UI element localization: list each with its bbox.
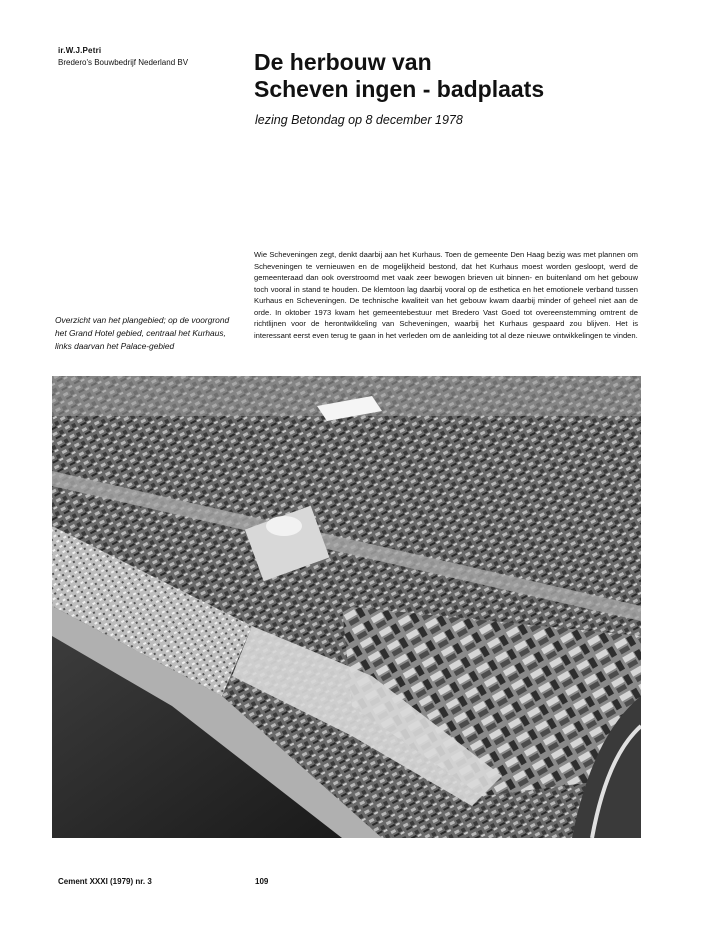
article-subtitle: lezing Betondag op 8 december 1978 — [255, 113, 463, 127]
footer-journal: Cement XXXI (1979) nr. 3 — [58, 877, 152, 886]
page-number: 109 — [255, 877, 269, 886]
author-name: ir.W.J.Petri — [58, 46, 102, 55]
aerial-photo — [52, 376, 641, 838]
author-company: Bredero's Bouwbedrijf Nederland BV — [58, 58, 189, 67]
aerial-photo-illustration — [52, 376, 641, 838]
figure-caption: Overzicht van het plangebied; op de voorgrond het Grand Hotel gebied, centraal het Kurhaus, links daarvan het Palace-gebied — [55, 315, 230, 351]
title-line-2: Scheven ingen - badplaats — [254, 76, 545, 102]
article-body: Wie Scheveningen zegt, denkt daarbij aan het Kurhaus. Toen de gemeente Den Haag bezig was met plannen om Scheveningen te vernieuwen en de mogelijkheid bestond, dat het Kurhaus moest worden gesloopt, werd de gemeenteraad dan ook overstroomd met vaak zeer bewogen brieven uit binnen- en buitenland om het gebouw toch vooral in stand te houden. De klemtoon lag daarbij vooral op de esthetica en het emotionele verband tussen Kurhaus en Scheveningen. De technische kwaliteit van het gebouw kwam daarbij minder of geheel niet aan de orde. In oktober 1973 kwam het gemeentebestuur met Bredero Vast Goed tot overeenstemming omtrent de richtlijnen voor de herontwikkeling van Scheveningen, waarbij het Kurhaus gespaard zou blijven. Het is interessant eerst even terug te gaan in het verleden om de aanleiding tot al deze nieuwe ontwikkelingen te vinden. — [254, 250, 638, 340]
article-title — [254, 49, 674, 103]
title-line-1: De herbouw van — [254, 49, 432, 75]
